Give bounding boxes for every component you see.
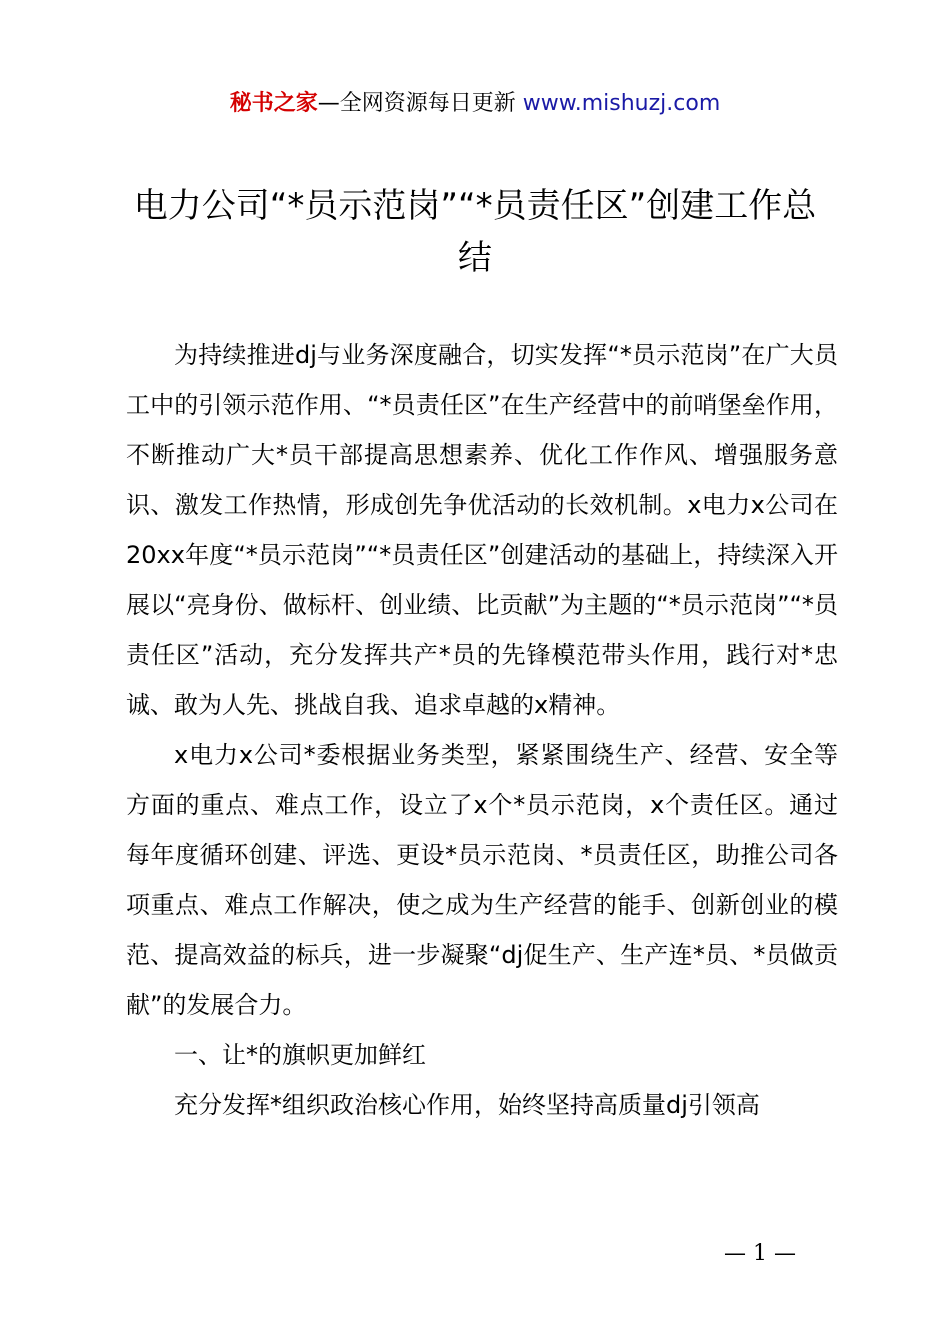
header-url[interactable]: www.mishuzj.com [522,91,721,116]
header-tagline: —全网资源每日更新 [317,91,523,116]
document-title: 电力公司“*员示范岗”“*员责任区”创建工作总结 [133,186,817,278]
header-brand: 秘书之家 [229,91,318,116]
paragraph-3: 充分发挥*组织政治核心作用，始终坚持高质量dj引领高 [174,1091,760,1119]
document-body [126,330,838,1130]
paragraph-1: 为持续推进dj与业务深度融合，切实发挥“*员示范岗”在广大员工中的引领示范作用、“*员责任区”在生产经营中的前哨堡垒作用，不断推动广大*员干部提高思想素养、优化工作作风、增强服务意识、激发工作热情，形成创先争优活动的长效机制。x电力x公司在20xx年度“*员示范岗”“*员责任区”创建活动的基础上，持续深入开展以“亮身份、做标杆、创业绩、比贡献”为主题的“*员示范岗”“*员责任区”活动，充分发挥共产*员的先锋模范带头作用，践行对*忠诚、敢为人先、挑战自我、追求卓越的x精神。 [126,341,838,719]
paragraph-2: x电力x公司*委根据业务类型，紧紧围绕生产、经营、安全等方面的重点、难点工作，设立了x个*员示范岗，x个责任区。通过每年度循环创建、评选、更设*员示范岗、*员责任区，助推公司各项重点、难点工作解决，使之成为生产经营的能手、创新创业的模范、提高效益的标兵，进一步凝聚“dj促生产、生产连*员、*员做贡献”的发展合力。 [126,741,838,1019]
page-number: — 1 — [724,1241,796,1266]
section-heading: 一、让*的旗帜更加鲜红 [174,1041,426,1069]
header-banner [0,86,950,122]
